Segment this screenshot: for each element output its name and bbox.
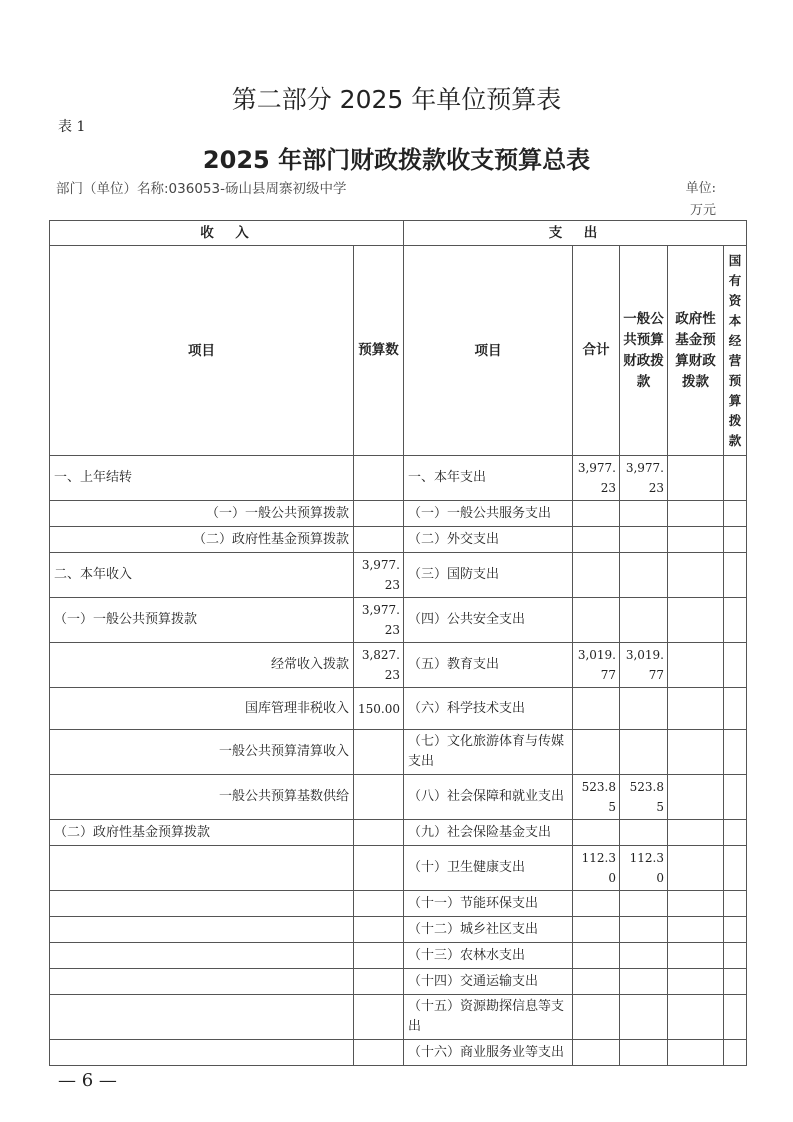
income-item-header: 项目 [50, 246, 354, 456]
general-budget-cell: 3,019.77 [620, 643, 668, 688]
table-row [50, 688, 747, 730]
state-capital-cell [724, 598, 747, 643]
expense-item-cell: （五）教育支出 [404, 643, 573, 688]
income-budget-cell: 3,827.23 [354, 643, 404, 688]
expense-item-cell: （七）文化旅游体育与传媒支出 [404, 730, 573, 775]
expense-total-cell [573, 943, 620, 969]
expense-total-cell: 112.30 [573, 846, 620, 891]
expense-total-cell [573, 969, 620, 995]
table-row [50, 553, 747, 598]
state-capital-cell [724, 891, 747, 917]
state-capital-cell [724, 995, 747, 1040]
table-row [50, 995, 747, 1040]
expense-item-cell: （十二）城乡社区支出 [404, 917, 573, 943]
income-item-cell [50, 943, 354, 969]
expense-item-cell: （十五）资源勘探信息等支出 [404, 995, 573, 1040]
income-budget-cell [354, 775, 404, 820]
state-capital-cell [724, 969, 747, 995]
general-budget-cell [620, 943, 668, 969]
income-budget-cell [354, 1040, 404, 1066]
state-capital-cell [724, 730, 747, 775]
income-header: 收 入 [50, 221, 404, 246]
part-title: 第二部分 2025 年单位预算表 [231, 85, 562, 114]
state-capital-cell [724, 643, 747, 688]
expense-total-cell [573, 688, 620, 730]
expense-total-cell: 3,977.23 [573, 456, 620, 501]
income-item-cell: 国库管理非税收入 [50, 688, 354, 730]
fund-budget-cell [668, 688, 724, 730]
income-item-cell [50, 969, 354, 995]
expense-item-cell: （四）公共安全支出 [404, 598, 573, 643]
unit-label: 单位:万元 [685, 181, 716, 218]
state-capital-cell [724, 775, 747, 820]
expense-item-cell: （十）卫生健康支出 [404, 846, 573, 891]
expense-item-cell: （九）社会保险基金支出 [404, 820, 573, 846]
fund-budget-cell [668, 995, 724, 1040]
table-row [50, 730, 747, 775]
income-budget-cell [354, 456, 404, 501]
budget-table [49, 220, 747, 1066]
fund-budget-cell [668, 775, 724, 820]
table-row [50, 501, 747, 527]
expense-total-cell [573, 917, 620, 943]
state-capital-cell [724, 1040, 747, 1066]
fund-budget-cell [668, 917, 724, 943]
income-item-cell [50, 917, 354, 943]
general-budget-cell [620, 995, 668, 1040]
state-capital-cell [724, 846, 747, 891]
income-item-cell: 一般公共预算基数供给 [50, 775, 354, 820]
general-budget-cell [620, 891, 668, 917]
income-budget-header: 预算数 [354, 246, 404, 456]
table-row [50, 643, 747, 688]
table-row [50, 891, 747, 917]
fund-budget-cell [668, 527, 724, 553]
table-row [50, 456, 747, 501]
income-item-cell: （二）政府性基金预算拨款 [50, 820, 354, 846]
income-item-cell: （一）一般公共预算拨款 [50, 501, 354, 527]
total-header: 合计 [573, 246, 620, 456]
fund-budget-cell [668, 969, 724, 995]
income-item-cell: 一般公共预算清算收入 [50, 730, 354, 775]
expense-total-cell: 523.85 [573, 775, 620, 820]
department-name: 部门（单位）名称:036053-砀山县周寨初级中学 [56, 181, 347, 197]
expense-total-cell [573, 995, 620, 1040]
income-item-cell: （二）政府性基金预算拨款 [50, 527, 354, 553]
expense-item-cell: （十六）商业服务业等支出 [404, 1040, 573, 1066]
general-budget-cell [620, 969, 668, 995]
state-capital-cell [724, 501, 747, 527]
state-capital-cell [724, 820, 747, 846]
general-budget-cell [620, 730, 668, 775]
state-capital-cell [724, 943, 747, 969]
income-budget-cell [354, 820, 404, 846]
expense-total-cell [573, 1040, 620, 1066]
expense-item-cell: 一、本年支出 [404, 456, 573, 501]
fund-budget-cell [668, 943, 724, 969]
state-capital-cell [724, 688, 747, 730]
income-item-cell [50, 995, 354, 1040]
table-row [50, 917, 747, 943]
table-row [50, 969, 747, 995]
general-budget-cell [620, 527, 668, 553]
page-title: 2025 年部门财政拨款收支预算总表 [202, 146, 591, 174]
expense-item-cell: （十一）节能环保支出 [404, 891, 573, 917]
table-row [50, 943, 747, 969]
income-budget-cell: 3,977.23 [354, 553, 404, 598]
general-budget-cell [620, 820, 668, 846]
income-item-cell: （一）一般公共预算拨款 [50, 598, 354, 643]
state-capital-header: 国有资本经营预算拨款 [724, 246, 747, 456]
table-row [50, 598, 747, 643]
income-budget-cell [354, 943, 404, 969]
expense-item-cell: （八）社会保障和就业支出 [404, 775, 573, 820]
state-capital-cell [724, 456, 747, 501]
expense-item-cell: （十四）交通运输支出 [404, 969, 573, 995]
fund-budget-cell [668, 820, 724, 846]
income-budget-cell: 3,977.23 [354, 598, 404, 643]
general-budget-cell: 112.30 [620, 846, 668, 891]
income-budget-cell [354, 730, 404, 775]
expense-item-cell: （三）国防支出 [404, 553, 573, 598]
expense-total-cell [573, 501, 620, 527]
general-budget-cell [620, 1040, 668, 1066]
income-budget-cell [354, 917, 404, 943]
income-item-cell: 经常收入拨款 [50, 643, 354, 688]
income-budget-cell [354, 995, 404, 1040]
general-budget-cell [620, 501, 668, 527]
fund-budget-cell [668, 846, 724, 891]
table-row [50, 775, 747, 820]
fund-budget-cell [668, 1040, 724, 1066]
income-item-cell [50, 891, 354, 917]
table-row [50, 846, 747, 891]
state-capital-cell [724, 527, 747, 553]
fund-budget-cell [668, 598, 724, 643]
expense-item-cell: （二）外交支出 [404, 527, 573, 553]
expense-total-cell: 3,019.77 [573, 643, 620, 688]
expense-total-cell [573, 553, 620, 598]
table-row [50, 820, 747, 846]
table-row [50, 1040, 747, 1066]
page-number: — 6 — [58, 1070, 117, 1091]
fund-budget-cell [668, 553, 724, 598]
income-budget-cell [354, 969, 404, 995]
expense-header: 支 出 [404, 221, 747, 246]
fund-budget-cell [668, 456, 724, 501]
expense-total-cell [573, 598, 620, 643]
fund-budget-header: 政府性基金预算财政拨款 [668, 246, 724, 456]
income-budget-cell [354, 891, 404, 917]
expense-total-cell [573, 820, 620, 846]
income-budget-cell: 150.00 [354, 688, 404, 730]
expense-item-header: 项目 [404, 246, 573, 456]
state-capital-cell [724, 553, 747, 598]
expense-total-cell [573, 527, 620, 553]
income-budget-cell [354, 846, 404, 891]
fund-budget-cell [668, 501, 724, 527]
general-budget-cell: 523.85 [620, 775, 668, 820]
table-row [50, 527, 747, 553]
general-budget-cell: 3,977.23 [620, 456, 668, 501]
general-budget-cell [620, 688, 668, 730]
expense-item-cell: （六）科学技术支出 [404, 688, 573, 730]
general-budget-cell [620, 553, 668, 598]
general-budget-cell [620, 917, 668, 943]
income-item-cell: 一、上年结转 [50, 456, 354, 501]
general-budget-header: 一般公共预算财政拨款 [620, 246, 668, 456]
income-item-cell: 二、本年收入 [50, 553, 354, 598]
fund-budget-cell [668, 891, 724, 917]
expense-item-cell: （十三）农林水支出 [404, 943, 573, 969]
fund-budget-cell [668, 643, 724, 688]
income-item-cell [50, 1040, 354, 1066]
fund-budget-cell [668, 730, 724, 775]
state-capital-cell [724, 917, 747, 943]
expense-item-cell: （一）一般公共服务支出 [404, 501, 573, 527]
expense-total-cell [573, 730, 620, 775]
general-budget-cell [620, 598, 668, 643]
income-budget-cell [354, 527, 404, 553]
table-number: 表 1 [58, 119, 86, 135]
income-item-cell [50, 846, 354, 891]
expense-total-cell [573, 891, 620, 917]
income-budget-cell [354, 501, 404, 527]
